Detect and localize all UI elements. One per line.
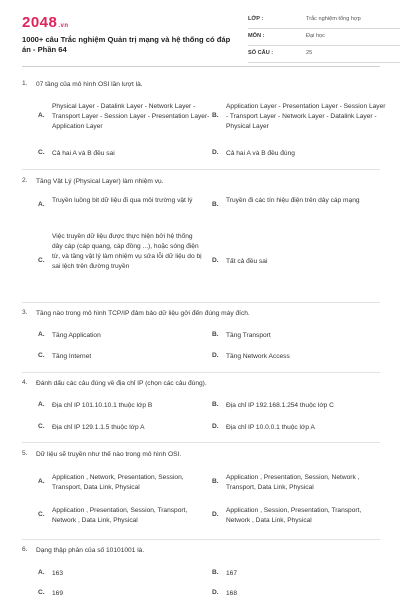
meta-key: LỚP : (248, 16, 264, 22)
option-text: Application Layer - Presentation Layer - Session Layer - Transport Layer - Network Layer - Datalink Layer - Physical Layer (226, 103, 386, 130)
option-letter: B. (212, 478, 219, 485)
meta-row-subject (248, 29, 400, 46)
option-letter: C. (38, 589, 45, 596)
option-letter: A. (38, 112, 45, 119)
option-letter: D. (212, 511, 219, 518)
option-text: Application , Presentation, Session, Network , Transport, Data Link, Physical (226, 474, 360, 491)
logo-suffix: .vn (58, 23, 69, 29)
option-letter: A. (38, 331, 45, 338)
meta-row-count (248, 46, 400, 63)
page-header (22, 10, 380, 62)
question-divider (22, 169, 380, 170)
question-text: Dữ liệu sẽ truyền như thế nào trong mô hình OSI. (36, 451, 182, 458)
meta-table (248, 12, 400, 63)
option-letter: D. (212, 257, 219, 264)
question-number: 1. (22, 80, 28, 87)
option-letter: C. (38, 423, 45, 430)
question-6 (22, 546, 380, 600)
option-text: Cả hai A và B đều sai (52, 150, 115, 157)
question-number: 5. (22, 450, 28, 457)
option-letter: A. (38, 201, 45, 208)
meta-key: SỐ CÂU : (248, 50, 274, 56)
meta-value: Đại học (306, 33, 325, 39)
question-number: 3. (22, 309, 28, 316)
option-text: Truyền luồng bit dữ liệu đi qua môi trường vật lý (52, 197, 193, 204)
option-letter: C. (38, 149, 45, 156)
question-divider (22, 302, 380, 303)
option-text: Tầng Application (52, 332, 101, 339)
question-1 (22, 80, 386, 180)
question-text: Dạng thập phân của số 10101001 là. (36, 547, 145, 554)
option-text: 168 (226, 590, 238, 597)
option-letter: A. (38, 401, 45, 408)
option-letter: B. (212, 112, 219, 119)
option-letter: C. (38, 511, 45, 518)
option-letter: D. (212, 423, 219, 430)
option-letter: A. (38, 569, 45, 576)
logo-text: 2048 (22, 14, 58, 31)
option-text: Việc truyền dữ liệu được thực hiện bởi hệ thống dây cáp (cáp quang, cáp đồng ...), hoặc sóng điện từ, và tầng vật lý làm nhiệm vụ sửa lỗi dữ liệu do bị sai lệch trên đường truyền (52, 233, 202, 270)
option-text: Application , Session, Presentation, Transport, Network , Data Link, Physical (226, 507, 362, 524)
question-5 (22, 450, 380, 538)
meta-key: MÔN : (248, 33, 265, 39)
option-text: Tầng Transport (226, 332, 271, 339)
option-text: Application , Presentation, Session, Transport, Network , Data Link, Physical (52, 507, 188, 524)
question-divider (22, 372, 380, 373)
option-text: Application , Network, Presentation, Session, Transport, Data Link, Physical (52, 474, 184, 491)
option-letter: D. (212, 149, 219, 156)
option-text: Tất cả đều sai (226, 258, 268, 265)
question-number: 2. (22, 177, 28, 184)
option-letter: C. (38, 257, 45, 264)
option-text: Physical Layer - Datalink Layer - Network Layer - Transport Layer - Session Layer - Presentation Layer- Application Layer (52, 103, 210, 130)
meta-row-class (248, 12, 400, 29)
question-divider (22, 442, 380, 443)
option-text: Tầng Network Access (226, 353, 290, 360)
question-divider (22, 539, 380, 540)
meta-value: 25 (306, 50, 313, 56)
option-text: 163 (52, 570, 64, 577)
option-letter: B. (212, 201, 219, 208)
option-text: Địa chỉ IP 192.168.1.254 thuộc lớp C (226, 402, 334, 409)
option-text: Địa chỉ IP 129.1.1.5 thuộc lớp A (52, 424, 145, 431)
option-text: Địa chỉ IP 10.0.0.1 thuộc lớp A (226, 424, 315, 431)
option-letter: B. (212, 569, 219, 576)
option-text: 167 (226, 570, 238, 577)
option-text: Truyền đi các tín hiệu điện trên dây cáp mạng (226, 197, 360, 204)
option-letter: D. (212, 352, 219, 359)
question-text: Đánh dấu các câu đúng về địa chỉ IP (chọn các câu đúng). (36, 380, 207, 387)
question-text: Tầng nào trong mô hình TCP/IP đảm bảo dữ liệu gởi đến đúng máy đích. (36, 310, 250, 317)
option-letter: A. (38, 478, 45, 485)
meta-value: Trắc nghiệm tổng hợp (306, 16, 361, 22)
question-4 (22, 379, 380, 437)
question-2 (22, 177, 380, 307)
option-text: 169 (52, 590, 64, 597)
option-text: Địa chỉ IP 101.10.10.1 thuộc lớp B (52, 402, 153, 409)
option-letter: B. (212, 401, 219, 408)
question-3 (22, 309, 380, 367)
option-letter: C. (38, 352, 45, 359)
site-logo[interactable] (22, 14, 69, 31)
question-text: Tầng Vật Lý (Physical Layer) làm nhiệm vụ. (36, 178, 164, 185)
option-text: Tầng Internet (52, 353, 92, 360)
page-title: 1000+ câu Trắc nghiệm Quản trị mạng và hệ thống có đáp án - Phần 64 (22, 35, 231, 54)
question-number: 4. (22, 379, 28, 386)
option-text: Cả hai A và B đều đúng (226, 150, 295, 157)
question-text: 07 tầng của mô hình OSI lần lượt là. (36, 81, 143, 88)
question-number: 6. (22, 546, 28, 553)
option-letter: B. (212, 331, 219, 338)
header-divider (22, 66, 380, 67)
option-letter: D. (212, 589, 219, 596)
